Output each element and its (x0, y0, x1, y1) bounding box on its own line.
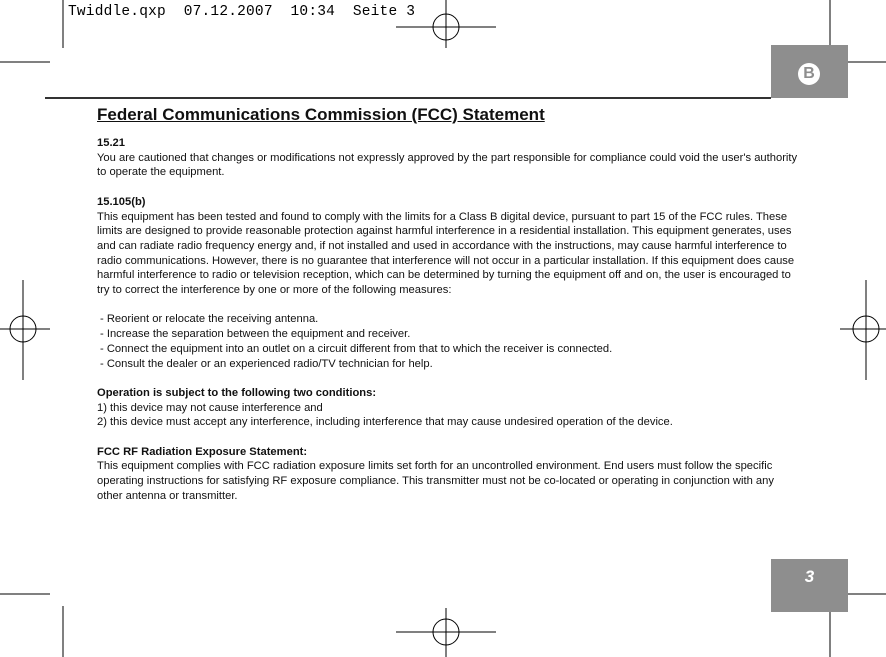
condition-2: 2) this device must accept any interference, including interference that may cause undesired operation of the device. (97, 416, 673, 429)
language-badge: B (798, 63, 820, 85)
language-tab (771, 45, 848, 98)
section-15-21 (97, 136, 802, 180)
page-number-tab (771, 559, 848, 612)
section-text: This equipment complies with FCC radiation exposure limits set forth for an uncontrolled environment. End users must follow the specific operating instructions for satisfying RF exposure compliance. This transmitter must not be co-located or operating in conjunction with any other antenna or transmitter. (97, 460, 774, 502)
section-label: 15.21 (97, 137, 125, 149)
page-title: Federal Communications Commission (FCC) Statement (97, 105, 545, 124)
document-body (97, 104, 802, 518)
section-text: This equipment has been tested and found to comply with the limits for a Class B digital device, pursuant to part 15 of the FCC rules. These limits are designed to provide reasonable protection against harmful interference in a residential installation. This equipment generates, uses and can radiate radio frequency energy and, if not installed and used in accordance with the instructions, may cause harmful interference to radio communications. However, there is no guarantee that interference will not occur in a particular installation. If this equipment does cause harmful interference to radio or television reception, which can be determined by turning the equipment off and on, the user is encouraged to try to correct the interference by one or more of the following measures: (97, 210, 795, 297)
list-item: - Connect the equipment into an outlet on a circuit different from that to which the receiver is connected. (100, 342, 613, 355)
measures-list (97, 312, 802, 371)
section-text: You are cautioned that changes or modifications not expressly approved by the part responsible for compliance could void the user's authority to operate the equipment. (97, 151, 798, 179)
list-item: - Consult the dealer or an experienced radio/TV technician for help. (100, 357, 433, 370)
header-rule (45, 97, 771, 99)
list-item: - Reorient or relocate the receiving antenna. (100, 313, 319, 326)
section-conditions (97, 386, 802, 430)
section-rf-exposure (97, 445, 802, 504)
condition-1: 1) this device may not cause interference and (97, 401, 323, 414)
section-label: Operation is subject to the following two conditions: (97, 386, 377, 399)
list-item: - Increase the separation between the equipment and receiver. (100, 328, 411, 341)
section-label: 15.105(b) (97, 195, 146, 208)
file-slug: Twiddle.qxp 07.12.2007 10:34 Seite 3 (68, 4, 416, 20)
page-number: 3 (804, 567, 815, 586)
section-label: FCC RF Radiation Exposure Statement: (97, 445, 308, 458)
section-15-105b (97, 195, 802, 298)
